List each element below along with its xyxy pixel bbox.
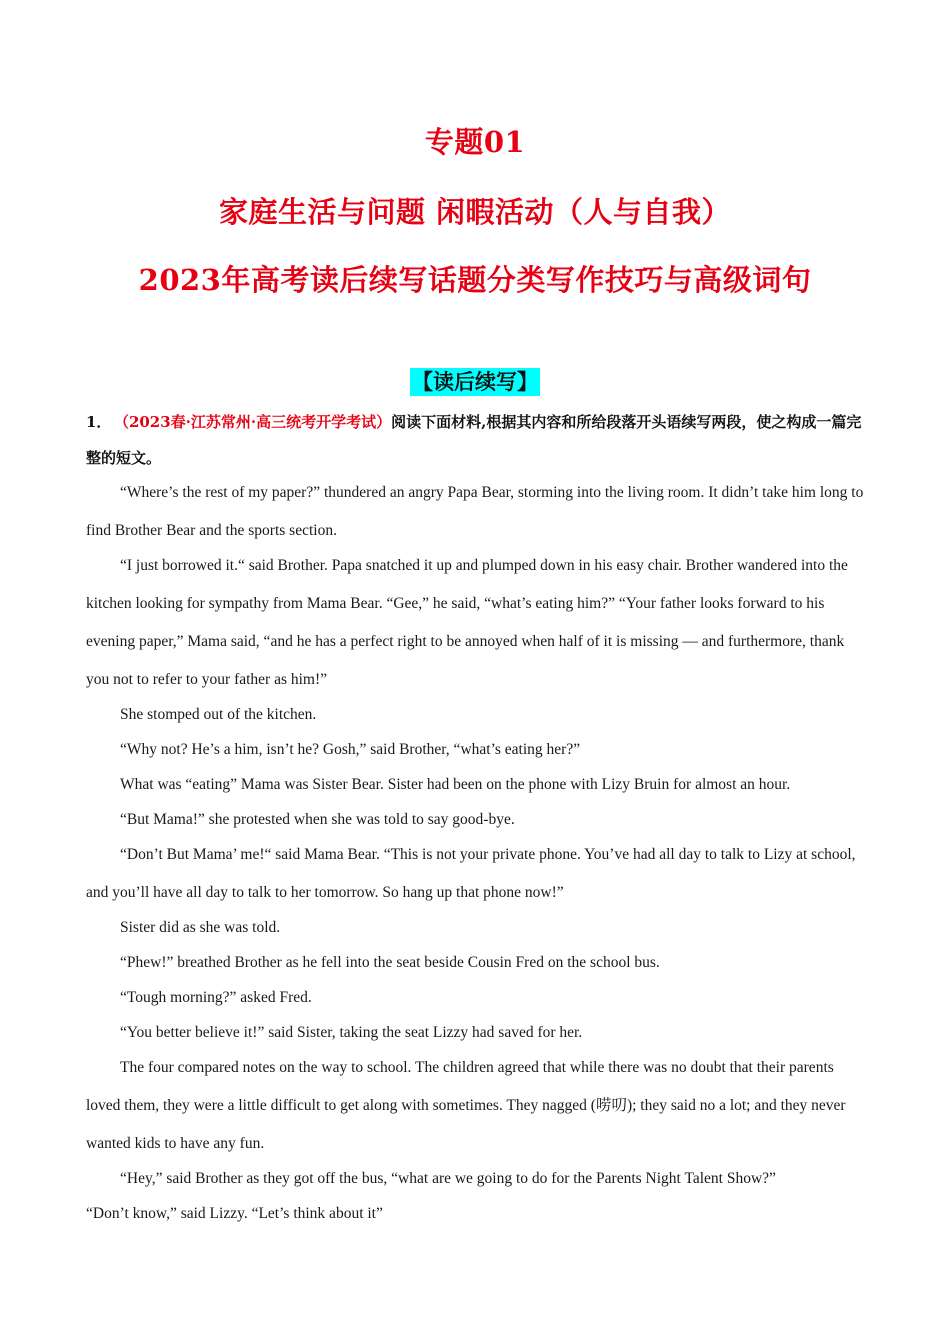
story-paragraph: She stomped out of the kitchen. xyxy=(120,706,317,723)
story-paragraph: The four compared notes on the way to school. The children agreed that while there was no doubt that their parents loved them, they were a little difficult to get along with sometimes. They nagged (唠叨); they said no a lot; and they never wanted kids to have any fun. xyxy=(86,1059,846,1152)
question-number: 1． xyxy=(86,413,112,431)
document-main-title: 2023年高考读后续写话题分类写作技巧与高级词句 xyxy=(138,263,812,297)
section-heading-label: 【读后续写】 xyxy=(412,369,538,394)
story-paragraph: “Don’t But Mama’ me!“ said Mama Bear. “This is not your private phone. You’ve had all day to talk to Lizy at school, and you’ll have all day to talk to her tomorrow. So hang up that phone now!” xyxy=(86,846,856,901)
topic-number-title: 专题01 xyxy=(424,125,526,159)
story-paragraph: “You better believe it!” said Sister, taking the seat Lizzy had saved for her. xyxy=(120,1024,583,1041)
story-paragraph: “But Mama!” she protested when she was told to say good-bye. xyxy=(120,811,515,828)
section-heading xyxy=(0,368,950,396)
story-paragraph: Sister did as she was told. xyxy=(120,919,281,936)
story-paragraph: What was “eating” Mama was Sister Bear. Sister had been on the phone with Lizy Bruin for almost an hour. xyxy=(120,776,791,793)
story-paragraph: “Why not? He’s a him, isn’t he? Gosh,” said Brother, “what’s eating her?” xyxy=(120,741,581,758)
story-passage xyxy=(86,474,866,1230)
story-paragraph: “Where’s the rest of my paper?” thundered an angry Papa Bear, storming into the living room. It didn’t take him long to find Brother Bear and the sports section. xyxy=(86,484,864,539)
question-source: （2023春·江苏常州·高三统考开学考试） xyxy=(121,413,392,431)
story-paragraph: “Tough morning?” asked Fred. xyxy=(120,989,312,1006)
story-paragraph: “Phew!” breathed Brother as he fell into the seat beside Cousin Fred on the school bus. xyxy=(120,954,660,971)
story-paragraph: “I just borrowed it.“ said Brother. Papa snatched it up and plumped down in his easy chair. Brother wandered into the kitchen looking for sympathy from Mama Bear. “Gee,” he said, “what’s eating him?” “Your father looks forward to his evening paper,” Mama said, “and he has a perfect right to be annoyed when half of it is missing — and furthermore, thank you not to refer to your father as him!” xyxy=(86,557,848,688)
question-instruction: 阅读下面材料,根据其内容和所给段落开头语续写两段，使之构成一篇完整的短文。 xyxy=(86,413,862,467)
story-paragraph: “Don’t know,” said Lizzy. “Let’s think about it” xyxy=(86,1205,383,1222)
topic-theme-title: 家庭生活与问题 闲暇活动（人与自我） xyxy=(218,195,732,229)
story-paragraph: “Hey,” said Brother as they got off the bus, “what are we going to do for the Parents Night Talent Show?” xyxy=(120,1170,776,1187)
question-prompt xyxy=(86,404,866,476)
